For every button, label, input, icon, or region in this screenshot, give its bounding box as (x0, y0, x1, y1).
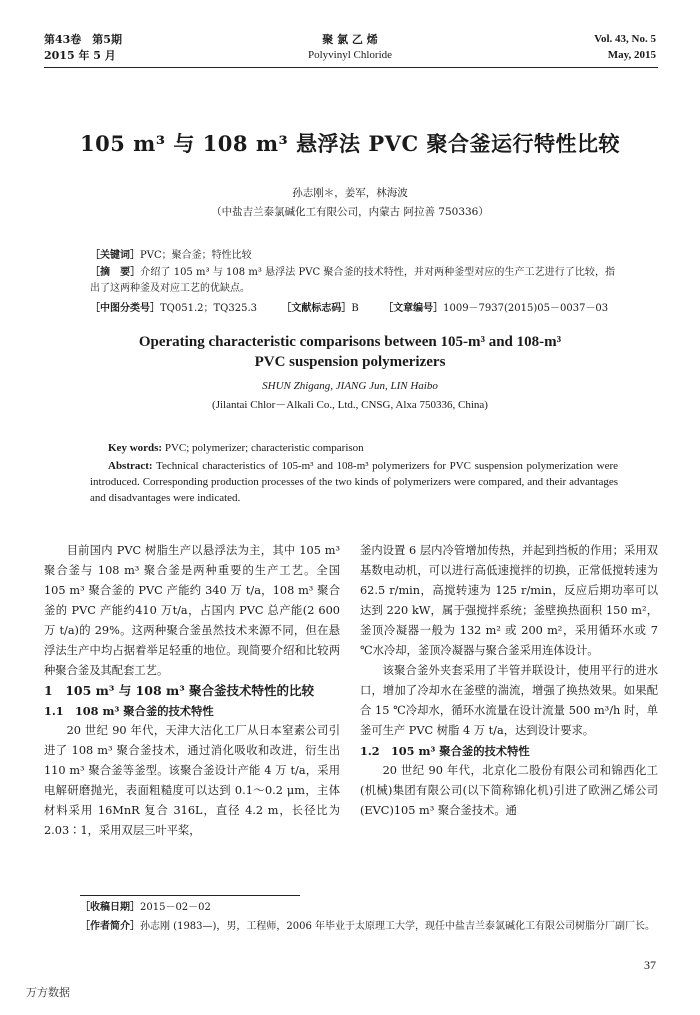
header-rule (44, 67, 658, 68)
abstract-zh-label: ［摘 要］ (90, 267, 141, 278)
journal-title-zh: 聚 氯 乙 烯 (322, 33, 378, 46)
authors-zh: 孙志刚＊，姜军，林海波 (292, 187, 408, 199)
article-title-en-line1: Operating characteristic comparisons between 105-m³ and 108-m³ (138, 334, 562, 350)
author-bio-text: 孙志刚 (1983—)，男，工程师，2006 年毕业于太原理工大学，现任中盐吉兰泰氯碱化工有限公司树脂分厂副厂长。 (140, 921, 656, 932)
journal-title-en: Polyvinyl Chloride (307, 49, 393, 61)
article-title-zh: 105 m³ 与 108 m³ 悬浮法 PVC 聚合釜运行特性比较 (80, 131, 620, 156)
volume-issue-zh: 第43卷 第5期 (44, 33, 122, 46)
affiliation-en: (Jilantai Chlor－Alkali Co., Ltd., CNSG, Alxa 750336, China) (212, 399, 488, 411)
received-date: 2015－02－02 (140, 902, 211, 913)
abstract-en-text: Technical characteristics of 105-m³ and 108-m³ polymerizers for PVC suspension polymerization were introduced. Corresponding production processes of the two kinds of polymerizers were compared, and their advantages and disadvantages were indicated. (90, 460, 619, 504)
abstract-zh (90, 265, 615, 297)
abstract-zh-text: 介绍了 105 m³ 与 108 m³ 悬浮法 PVC 聚合釜的技术特性，并对两种釜型对应的生产工艺进行了比较，指出了这两种釜及对应工艺的优缺点。 (90, 267, 616, 294)
section-1-2-paragraph: 20 世纪 90 年代，北京化二股份有限公司和锦西化工(机械)集团有限公司(以下简称锦化机)引进了欧洲乙烯公司(EVC)105 m³ 聚合釜技术。通 (360, 764, 658, 817)
watermark-wanfang: 万方数据 (26, 986, 70, 999)
author-bio-label: ［作者简介］ (80, 921, 140, 932)
article-title-en-line2: PVC suspension polymerizers (254, 354, 446, 370)
intro-paragraph: 目前国内 PVC 树脂生产以悬浮法为主，其中 105 m³ 聚合釜与 108 m³ 聚合釜是两种重要的生产工艺。全国 105 m³ 聚合釜的 PVC 产能约 340 万 t/a，108 m³ 聚合釜的 PVC 产能约410 万t/a，占国内 PVC 总产能(2 600 万 t/a)的 29%。这两种聚合釜虽然技术来源不同，但在悬浮法生产中均占据着举足轻重的地位。现简要介绍和比较两种聚合釜及其配套工艺。 (44, 544, 340, 677)
volume-issue-en: Vol. 43, No. 5 (594, 33, 656, 45)
keywords-en-label: Key words: (108, 442, 163, 454)
footnote-received (80, 900, 658, 916)
right-paragraph-1: 釜内设置 6 层内冷管增加传热，并起到挡板的作用；采用双基数电动机，可以进行高低速搅拌的切换，正常低搅转速为 62.5 r/min，高搅转速为 125 r/min，反应后期功率可以达到 220 kW，属于强搅拌系统；釜壁换热面积 150 m²，釜顶冷凝器一般为 132 m² 或 200 m²，采用循环水或 7 ℃水冷却，釜顶冷凝器与聚合釜采用连体设计。 (360, 544, 658, 657)
date-zh: 2015 年 5 月 (44, 49, 116, 62)
article-no-value: 1009－7937(2015)05－0037－03 (443, 303, 609, 314)
keywords-zh (90, 248, 615, 264)
page-number: 37 (644, 958, 656, 972)
article-no-label: ［文章编号］ (383, 303, 444, 314)
keywords-en (108, 440, 618, 456)
keywords-zh-label: ［关键词］ (90, 250, 140, 261)
section-1-heading: 1 105 m³ 与 108 m³ 聚合釜技术特性的比较 (44, 683, 315, 698)
right-column (360, 541, 658, 821)
authors-en: SHUN Zhigang, JIANG Jun, LIN Haibo (262, 380, 438, 392)
clc-value: TQ051.2；TQ325.3 (160, 303, 257, 314)
abstract-en (90, 458, 618, 506)
right-paragraph-2: 该聚合釜外夹套采用了半管并联设计，使用平行的进水口，增加了冷却水在釜壁的湍流，增强了换热效果。如果配合 15 ℃冷却水，循环水流量在设计流量 500 m³/h 时，单釜可生产 PVC 树脂 4 万 t/a，达到设计要求。 (360, 664, 658, 737)
section-1-1-heading: 1.1 108 m³ 聚合釜的技术特性 (44, 704, 214, 718)
section-1-2-heading: 1.2 105 m³ 聚合釜的技术特性 (360, 744, 530, 758)
keywords-zh-text: PVC；聚合釜；特性比较 (140, 250, 252, 261)
doc-code-label: ［文献标志码］ (281, 303, 352, 314)
section-1-1-paragraph: 20 世纪 90 年代，天津大沽化工厂从日本窒素公司引进了 108 m³ 聚合釜技术，通过消化吸收和改进，衍生出 110 m³ 聚合釜等釜型。该聚合釜设计产能 4 万 t/a，采用电解研磨抛光，表面粗糙度可以达到 0.1～0.2 μm，主体材料采用 16MnR 复合 316L，直径 4.2 m，长径比为 2.03∶1，采用双层三叶平桨， (44, 724, 340, 837)
abstract-en-label: Abstract: (108, 460, 153, 472)
keywords-en-text: PVC; polymerizer; characteristic comparison (164, 442, 364, 454)
doc-code-value: B (351, 303, 359, 314)
classification-line (90, 301, 615, 317)
affiliation-zh: （中盐吉兰泰氯碱化工有限公司，内蒙古 阿拉善 750336） (211, 206, 489, 218)
footnote-rule (80, 895, 300, 896)
clc-label: ［中图分类号］ (90, 303, 160, 314)
received-label: ［收稿日期］ (80, 902, 140, 913)
footnote-author (44, 919, 658, 935)
date-en: May, 2015 (607, 49, 656, 61)
left-column (44, 541, 340, 841)
